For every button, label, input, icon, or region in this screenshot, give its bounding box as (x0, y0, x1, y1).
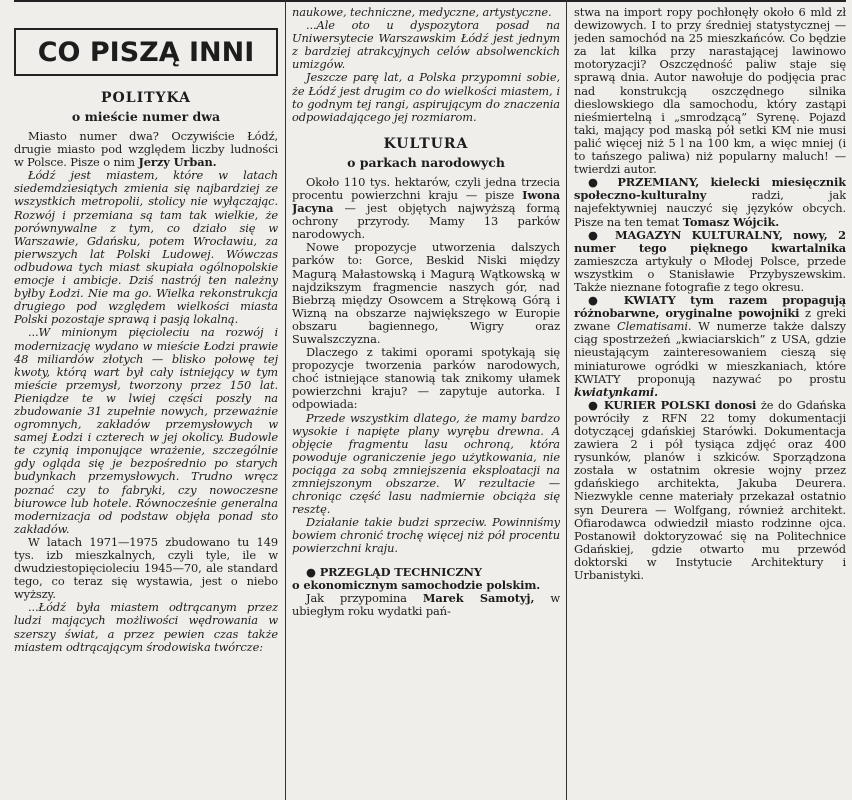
paragraph: W latach 1971—1975 zbudowano tu 149 tys. izb mieszkalnych, czyli tyle, ile w dwudziestopięcioleciu 1945—70, ale standard tego, co teraz się wystawia, jest o niebo wyższy. (14, 534, 278, 602)
author-name: Jerzy Urban. (138, 155, 217, 170)
brief-item (574, 229, 846, 294)
paragraph-quote: ...Ale oto u dyspozytora posad na Uniwersytecie Warszawskim Łódź jest jednym z bardziej atrakcyjnych celów absolwenckich umizgów. (292, 18, 560, 72)
review-title: ● PRZEGLĄD TECHNICZNY (306, 564, 482, 579)
brief-subtitle: donosi (714, 397, 757, 412)
brief-subtitle: tym razem propagują różnobarwne, oryginalne powojniki (574, 293, 846, 321)
paragraph (292, 592, 560, 618)
brief-item (574, 294, 846, 399)
paragraph-quote: naukowe, techniczne, medyczne, artystyczne. (292, 6, 552, 19)
brief-item (574, 399, 846, 582)
text: w ubiegłym roku wydatki pań- (292, 590, 560, 618)
author-name: Tomasz Wójcik. (682, 214, 780, 229)
section-subtitle: o mieście numer dwa (71, 109, 221, 124)
text: o ekonomicznym samochodzie polskim. (292, 577, 541, 592)
brief-item (574, 176, 846, 228)
paragraph-quote: ...W minionym pięcioleciu na rozwój i modernizację wydano w mieście Łodzi prawie 48 miliardów złotych — blisko połowę tej kwoty, którą wart był cały istniejący w tym mieście przemysł, tworzony przez 150 lat. Pieniądze te w lwiej części poszły na zbudowanie 31 zupełnie nowych, przeważnie ogromnych, zakładów przemysłowych w samej Łodzi i czterech w jej okolicy. Budowle te czynią imponujące wrażenie, szczególnie gdy ogląda się je bezpośrednio po starych budynkach przemysłowych. Trudno wręcz poznać czy to fabryki, czy nowoczesne biurowce lub hotele. Równocześnie generalna modernizacja od podstaw objęła ponad sto zakładów. (14, 325, 278, 536)
section-subtitle: o parkach narodowych (347, 154, 505, 170)
text: — jest objętych najwyższą formą ochrony przyrody. Mamy 13 parków narodowych. (292, 201, 560, 242)
brief-subtitle: kielecki miesięcznik społeczno-kulturalny (574, 175, 846, 203)
author-name: Marek Samotyj, (422, 590, 535, 605)
paragraph-quote: Jeszcze parę lat, a Polska przypomni sobie, że Łódź jest drugim co do wielkości miastem, i to godnym tej rangi, aspirującym do znaczenia odpowiadającego jej rozmiarom. (292, 70, 560, 124)
text: zamieszcza artykuły o Młodej Polsce, przede wszystkim o Stanisławie Przybyszewskim. Także nieznane fotografie z tego okresu. (574, 253, 846, 294)
section-heading-polityka: POLITYKA (101, 90, 191, 106)
text-italic: Clematisami. (616, 319, 692, 334)
text: Jak przypomina (306, 590, 407, 605)
section-heading-kultura: KULTURA (383, 135, 469, 152)
brief-subtitle: nowy, 2 numer tego pięknego kwartalnika (574, 227, 846, 255)
paragraph: Dlaczego z takimi oporami spotykają się propozycje tworzenia parków narodowych, choć istniejące stanowią tak znikomy ułamek powierzchni kraju? — zapytuje autorka. I odpowiada: (292, 345, 560, 412)
column-2 (292, 6, 560, 796)
column-3 (574, 6, 846, 796)
paragraph: stwa na import ropy pochłonęły około 6 mld zł dewizowych. I to przy średniej statystycznej — jeden samochód na 25 mieszkańców. Co będzie za lat kilka przy narastającej lawinowo motoryzacji? Oszczędność paliw staje się sprawą dnia. Autor nawołuje do podjęcia prac nad konstrukcją oszczędnego silnika dieslowskiego dla samochodu, który zastąpi nieśmiertelną i „smrodzącą” Syrenę. Pojazd taki, mający pod maską pół setki KM nie musi palić więcej niż 5 l na 100 km, a więc mniej (i to tańszego paliwa) niż popularny maluch! — twierdzi autor. (574, 6, 846, 177)
column-divider (285, 0, 286, 800)
masthead-title: CO PISZĄ INNI (37, 36, 255, 68)
paragraph-quote: Działanie takie budzi sprzeciw. Powinniśmy bowiem chronić trochę więcej niż pół procentu powierzchni kraju. (292, 515, 560, 556)
column-1 (14, 6, 278, 796)
brief-title: ● KURIER POLSKI (588, 397, 711, 412)
top-rule (14, 0, 846, 2)
brief-title: ● PRZEMIANY, (588, 175, 700, 190)
text: z greki zwane (574, 306, 846, 334)
brief-title: ● MAGAZYN KULTURALNY, (588, 227, 783, 242)
masthead-box (14, 28, 278, 76)
paragraph (292, 176, 560, 241)
text: radzi, jak najefektywniej nauczyć się języków obcych. Pisze na ten temat (574, 188, 846, 229)
brief-title: ● KWIATY (588, 293, 676, 308)
text-italic: kwiatynkami. (574, 384, 658, 399)
text: Około 110 tys. hektarów, czyli jedna trzecia procentu powierzchni kraju — pisze (292, 174, 560, 202)
paragraph-quote: Przede wszystkim dlatego, że mamy bardzo wysokie i napięte plany wyrębu drewna. A objęcie fragmentu lasu ochroną, która powoduje ograniczenie jego użytkowania, nie pociąga za sobą zmniejszenia eksploatacji na zmniejszonym obszarze. W rezultacie — chroniąc część lasu nadmiernie obciąża się resztę. (292, 410, 560, 517)
column-divider (566, 0, 567, 800)
text: W numerze także dalszy ciąg spostrzeżeń „kwiaciarskich” z USA, gdzie nieustającym zainteresowaniem cieszą się miniaturowe ogródki w mieszkaniach, które KWIATY proponują nazywać po prostu (574, 319, 846, 386)
author-name: Iwona Jacyna (292, 187, 560, 216)
paragraph (14, 130, 278, 169)
text: że do Gdańska powróciły z RFN 22 tomy dokumentacji dotyczącej gdańskiej Starówki. Dokumentacja zawiera 2 i pół tysiąca zdjęć oraz 400 rysunków, planów i szkiców. Sporządzona została w ostatnim okresie wojny przez gdańskiego architekta, Jakuba Deurera. Niezwykle cenne materiały przekazał ostatnio syn Deurera — Wolfgang, również architekt. Ofiarodawca odwiedził miasto rodzinne ojca. Postanowił doktoryzować się na Politechnice Gdańskiej, gdzie otwarto mu przewód doktorski w Instytucie Architektury i Urbanistyki. (574, 397, 846, 583)
paragraph: Nowe propozycje utworzenia dalszych parków to: Gorce, Beskid Niski między Magurą Małastowską i Magurą Wątkowską w najdzikszym fragmencie naszych gór, nad Biebrzą między Osowcem a Strękową Górą i Wizną na obszarze największego w Europie obszaru bagiennego, Wigry oraz Suwalszczyzna. (292, 240, 560, 346)
paragraph-quote: Łódź jest miastem, które w latach siedemdziesiątych zmienia się najbardziej ze wszystkich metropolii, stolicy nie wyłączając. Rozwój i przemiana są tam tak wielkie, że porównywalne z tym, co działo się w Warszawie, Gdańsku, potem Wrocławiu, za pierwszych lat Polski Ludowej. Wówczas odbudowa tych miast skupiała ogólnopolskie emocje i ambicje. Dziś nastrój ten należny byłby Łodzi. Nie ma go. Wielka rekonstrukcja drugiego pod względem wielkości miasta Polski pozostaje sprawą i pasją lokalną. (14, 168, 278, 327)
text: Miasto numer dwa? Oczywiście Łódź, drugie miasto pod względem liczby ludności w Polsce. Pisze o nim (14, 129, 278, 170)
paragraph-quote: ...Łódź była miastem odtrącanym przez ludzi mających możliwości wędrowania w szerszy świat, a przez pewien czas także miastem odtrącającym środowiska twórcze: (14, 600, 278, 654)
